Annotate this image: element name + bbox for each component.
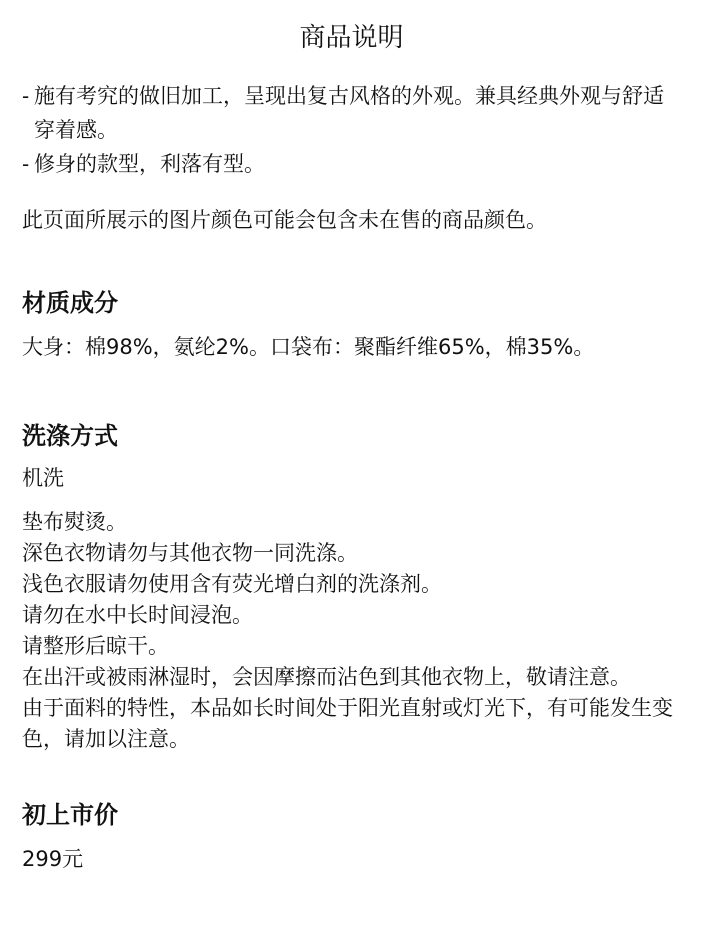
material-composition: 大身：棉98%，氨纶2%。口袋布：聚酯纤维65%，棉35%。 (22, 335, 595, 359)
launch-price: 299元 (22, 847, 84, 871)
feature-item: - 施有考究的做旧加工，呈现出复古风格的外观。兼具经典外观与舒适穿着感。 (22, 79, 681, 147)
feature-list (22, 79, 681, 181)
care-instructions (22, 507, 681, 755)
care-instruction-item: 深色衣物请勿与其他衣物一同洗涤。 (22, 541, 358, 565)
washing-heading: 洗涤方式 (22, 422, 118, 450)
price-heading: 初上市价 (22, 801, 118, 829)
washing-method: 机洗 (22, 466, 64, 490)
feature-item: - 修身的款型，利落有型。 (22, 147, 681, 181)
material-heading: 材质成分 (22, 289, 118, 317)
care-instruction-item: 由于面料的特性，本品如长时间处于阳光直射或灯光下，有可能发生变色，请加以注意。 (22, 696, 673, 751)
care-instruction-item: 浅色衣服请勿使用含有荧光增白剂的洗涤剂。 (22, 572, 442, 596)
care-instruction-item: 请整形后晾干。 (22, 634, 169, 658)
page-title: 商品说明 (299, 23, 404, 53)
color-notice: 此页面所展示的图片颜色可能会包含未在售的商品颜色。 (22, 208, 547, 232)
care-instruction-item: 请勿在水中长时间浸泡。 (22, 603, 253, 627)
care-instruction-item: 垫布熨烫。 (22, 510, 127, 534)
care-instruction-item: 在出汗或被雨淋湿时，会因摩擦而沾色到其他衣物上，敬请注意。 (22, 665, 631, 689)
